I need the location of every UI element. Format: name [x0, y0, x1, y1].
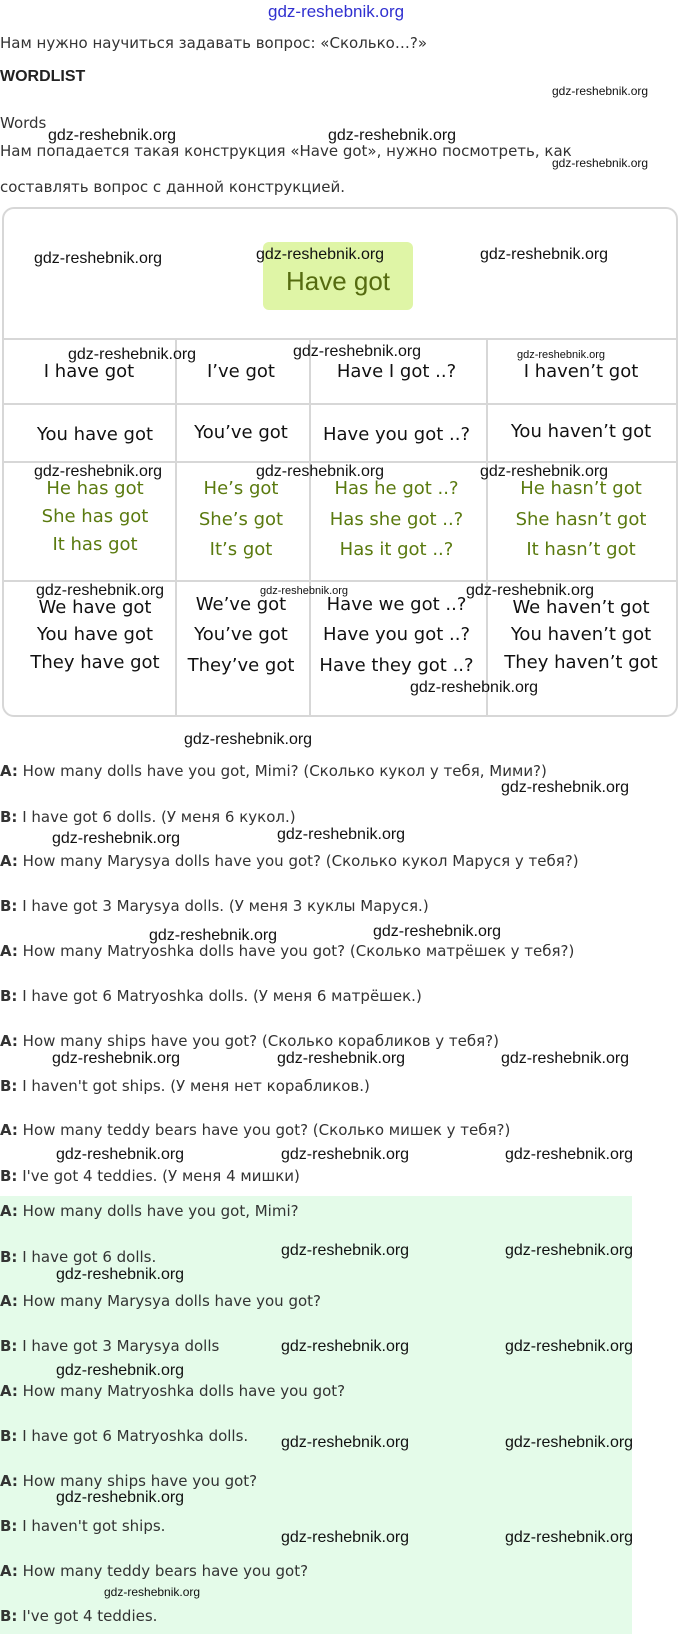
table-cell: You’ve got [194, 422, 288, 443]
watermark: gdz-reshebnik.org [104, 1585, 201, 1599]
answer-line: B: I've got 4 teddies. [0, 1607, 158, 1625]
table-cell: You haven’t got [510, 624, 652, 645]
table-cell: She has got [41, 506, 149, 527]
table-cell: She’s got [198, 509, 284, 530]
watermark: gdz-reshebnik.org [505, 1434, 634, 1451]
dialogue-line: A: How many Matryoshka dolls have you got? (Сколько матрёшек у тебя?) [0, 942, 575, 960]
watermark: gdz-reshebnik.org [256, 246, 385, 263]
table-cell: Has she got ..? [329, 509, 464, 530]
watermark: gdz-reshebnik.org [48, 127, 177, 144]
table-cell: It’s got [209, 539, 273, 560]
watermark: gdz-reshebnik.org [281, 1338, 410, 1355]
dialogue-line: B: I haven't got ships. (У меня нет корабликов.) [0, 1077, 370, 1095]
table-cell: We haven’t got [512, 597, 650, 618]
table-cell: You have got [36, 424, 154, 445]
watermark: gdz-reshebnik.org [34, 463, 163, 480]
watermark: gdz-reshebnik.org [501, 1050, 630, 1067]
intro-construction-line1: Нам попадается такая конструкция «Have got», нужно посмотреть, как [0, 142, 572, 160]
answer-line: B: I have got 3 Marysya dolls [0, 1337, 220, 1355]
table-cell: They have got [30, 652, 160, 673]
watermark: gdz-reshebnik.org [505, 1242, 634, 1259]
answer-line: B: I have got 6 dolls. [0, 1248, 157, 1266]
watermark: gdz-reshebnik.org [56, 1489, 185, 1506]
table-cell: Has he got ..? [334, 478, 459, 499]
table-cell: Has it got ..? [339, 539, 454, 560]
watermark: gdz-reshebnik.org [184, 731, 313, 748]
answer-line: B: I haven't got ships. [0, 1517, 166, 1535]
table-cell: I have got [43, 361, 135, 382]
watermark: gdz-reshebnik.org [52, 1050, 181, 1067]
table-cell: Have they got ..? [319, 655, 474, 676]
answer-line: A: How many dolls have you got, Mimi? [0, 1202, 299, 1220]
table-cell: They’ve got [187, 655, 295, 676]
dialogue-line: B: I have got 3 Marysya dolls. (У меня 3 куклы Маруся.) [0, 897, 429, 915]
words-label: Words [0, 114, 47, 132]
table-divider [4, 403, 676, 405]
answer-line: A: How many ships have you got? [0, 1472, 258, 1490]
watermark: gdz-reshebnik.org [56, 1146, 185, 1163]
intro-construction-line2: составлять вопрос с данной конструкцией. [0, 178, 346, 196]
answer-line: A: How many Marysya dolls have you got? [0, 1292, 321, 1310]
table-cell: It hasn’t got [526, 539, 636, 560]
table-cell: We’ve got [195, 594, 287, 615]
watermark: gdz-reshebnik.org [281, 1242, 410, 1259]
table-cell: She hasn’t got [515, 509, 647, 530]
answer-line: A: How many Matryoshka dolls have you got? [0, 1382, 346, 1400]
watermark: gdz-reshebnik.org [505, 1338, 634, 1355]
watermark: gdz-reshebnik.org [149, 927, 278, 944]
answer-line: A: How many teddy bears have you got? [0, 1562, 309, 1580]
table-cell: You’ve got [194, 624, 288, 645]
watermark: gdz-reshebnik.org [256, 463, 385, 480]
watermark: gdz-reshebnik.org [36, 582, 165, 599]
answer-line: B: I have got 6 Matryoshka dolls. [0, 1427, 249, 1445]
table-cell: You have got [36, 624, 154, 645]
watermark: gdz-reshebnik.org [328, 127, 457, 144]
watermark: gdz-reshebnik.org [505, 1529, 634, 1546]
watermark: gdz-reshebnik.org [410, 679, 539, 696]
watermark: gdz-reshebnik.org [480, 246, 609, 263]
watermark: gdz-reshebnik.org [277, 1050, 406, 1067]
watermark: gdz-reshebnik.org [281, 1146, 410, 1163]
watermark: gdz-reshebnik.org [281, 1434, 410, 1451]
watermark-top: gdz-reshebnik.org [268, 2, 405, 21]
table-divider [4, 338, 676, 340]
table-cell: Have you got ..? [322, 424, 471, 445]
table-cell: They haven’t got [504, 652, 658, 673]
watermark: gdz-reshebnik.org [34, 250, 163, 267]
table-cell: Have I got ..? [336, 361, 457, 382]
watermark: gdz-reshebnik.org [56, 1266, 185, 1283]
watermark: gdz-reshebnik.org [505, 1146, 634, 1163]
watermark: gdz-reshebnik.org [552, 84, 649, 98]
table-cell: You haven’t got [510, 421, 652, 442]
wordlist-label: WORDLIST [0, 68, 86, 85]
table-cell: Have we got ..? [326, 594, 467, 615]
watermark: gdz-reshebnik.org [552, 156, 649, 170]
watermark: gdz-reshebnik.org [501, 779, 630, 796]
watermark: gdz-reshebnik.org [260, 585, 349, 597]
watermark: gdz-reshebnik.org [68, 346, 197, 363]
watermark: gdz-reshebnik.org [480, 463, 609, 480]
dialogue-line: A: How many ships have you got? (Сколько корабликов у тебя?) [0, 1032, 499, 1050]
table-cell: We have got [38, 597, 152, 618]
table-cell: I haven’t got [523, 361, 639, 382]
watermark: gdz-reshebnik.org [52, 830, 181, 847]
table-cell: He has got [46, 478, 144, 499]
intro-question-line: Нам нужно научиться задавать вопрос: «Сколько…?» [0, 34, 428, 52]
watermark: gdz-reshebnik.org [517, 349, 606, 361]
dialogue-line: A: How many dolls have you got, Mimi? (Сколько кукол у тебя, Мими?) [0, 762, 547, 780]
table-cell: It has got [52, 534, 138, 555]
watermark: gdz-reshebnik.org [281, 1529, 410, 1546]
table-cell: He hasn’t got [520, 478, 642, 499]
dialogue-line: A: How many Marysya dolls have you got? (Сколько кукол Маруся у тебя?) [0, 852, 579, 870]
dialogue-line: B: I've got 4 teddies. (У меня 4 мишки) [0, 1167, 300, 1185]
dialogue-line: B: I have got 6 Matryoshka dolls. (У меня 6 матрёшек.) [0, 987, 422, 1005]
watermark: gdz-reshebnik.org [293, 343, 422, 360]
dialogue-line: B: I have got 6 dolls. (У меня 6 кукол.) [0, 808, 296, 826]
table-cell: He’s got [203, 478, 279, 499]
dialogue-line: A: How many teddy bears have you got? (Сколько мишек у тебя?) [0, 1121, 511, 1139]
watermark: gdz-reshebnik.org [373, 923, 502, 940]
watermark: gdz-reshebnik.org [466, 582, 595, 599]
table-title-badge: Have got [263, 242, 413, 310]
table-cell: Have you got ..? [322, 624, 471, 645]
watermark: gdz-reshebnik.org [56, 1362, 185, 1379]
watermark: gdz-reshebnik.org [277, 826, 406, 843]
table-cell: I’ve got [207, 361, 275, 382]
